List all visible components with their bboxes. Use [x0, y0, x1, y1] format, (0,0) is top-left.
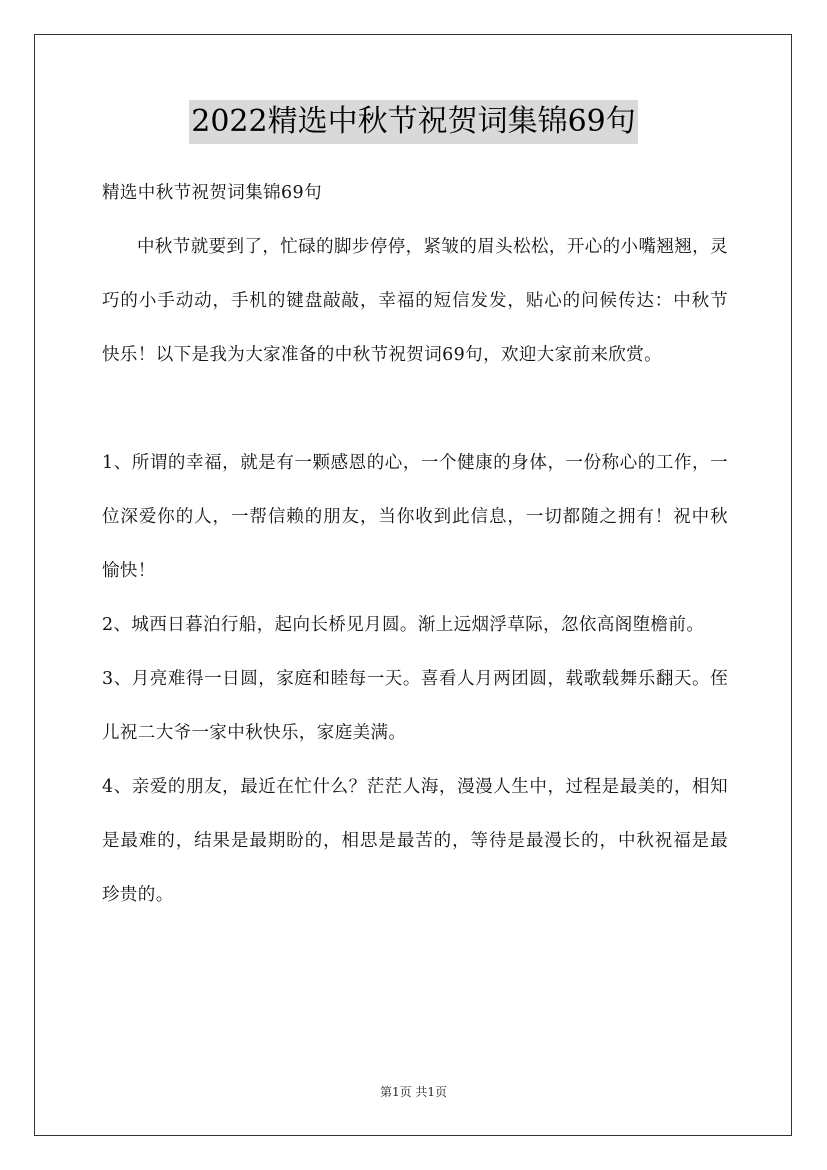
page-footer: 第1页 共1页	[379, 1085, 448, 1099]
title-container	[0, 100, 827, 144]
list-item: 2、城西日暮泊行船，起向长桥见月圆。渐上远烟浮草际，忽依高阁堕檐前。	[102, 615, 705, 635]
paragraph-spacer	[102, 382, 728, 436]
document-title: 2022精选中秋节祝贺词集锦69句	[189, 100, 638, 144]
document-body	[102, 166, 728, 922]
intro-paragraph: 中秋节就要到了，忙碌的脚步停停，紧皱的眉头松松，开心的小嘴翘翘，灵巧的小手动动，手机的键盘敲敲，幸福的短信发发，贴心的问候传达：中秋节快乐！以下是我为大家准备的中秋节祝贺词69句，欢迎大家前来欣赏。	[102, 237, 728, 365]
list-item: 3、月亮难得一日圆，家庭和睦每一天。喜看人月两团圆，载歌载舞乐翻天。侄儿祝二大爷一家中秋快乐，家庭美满。	[102, 669, 728, 743]
list-item: 1、所谓的幸福，就是有一颗感恩的心，一个健康的身体，一份称心的工作，一位深爱你的人，一帮信赖的朋友，当你收到此信息，一切都随之拥有！祝中秋愉快！	[102, 453, 728, 581]
document-subtitle: 精选中秋节祝贺词集锦69句	[102, 183, 322, 203]
list-item: 4、亲爱的朋友，最近在忙什么？茫茫人海，漫漫人生中，过程是最美的，相知是最难的，结果是最期盼的，相思是最苦的，等待是最漫长的，中秋祝福是最珍贵的。	[102, 777, 728, 905]
